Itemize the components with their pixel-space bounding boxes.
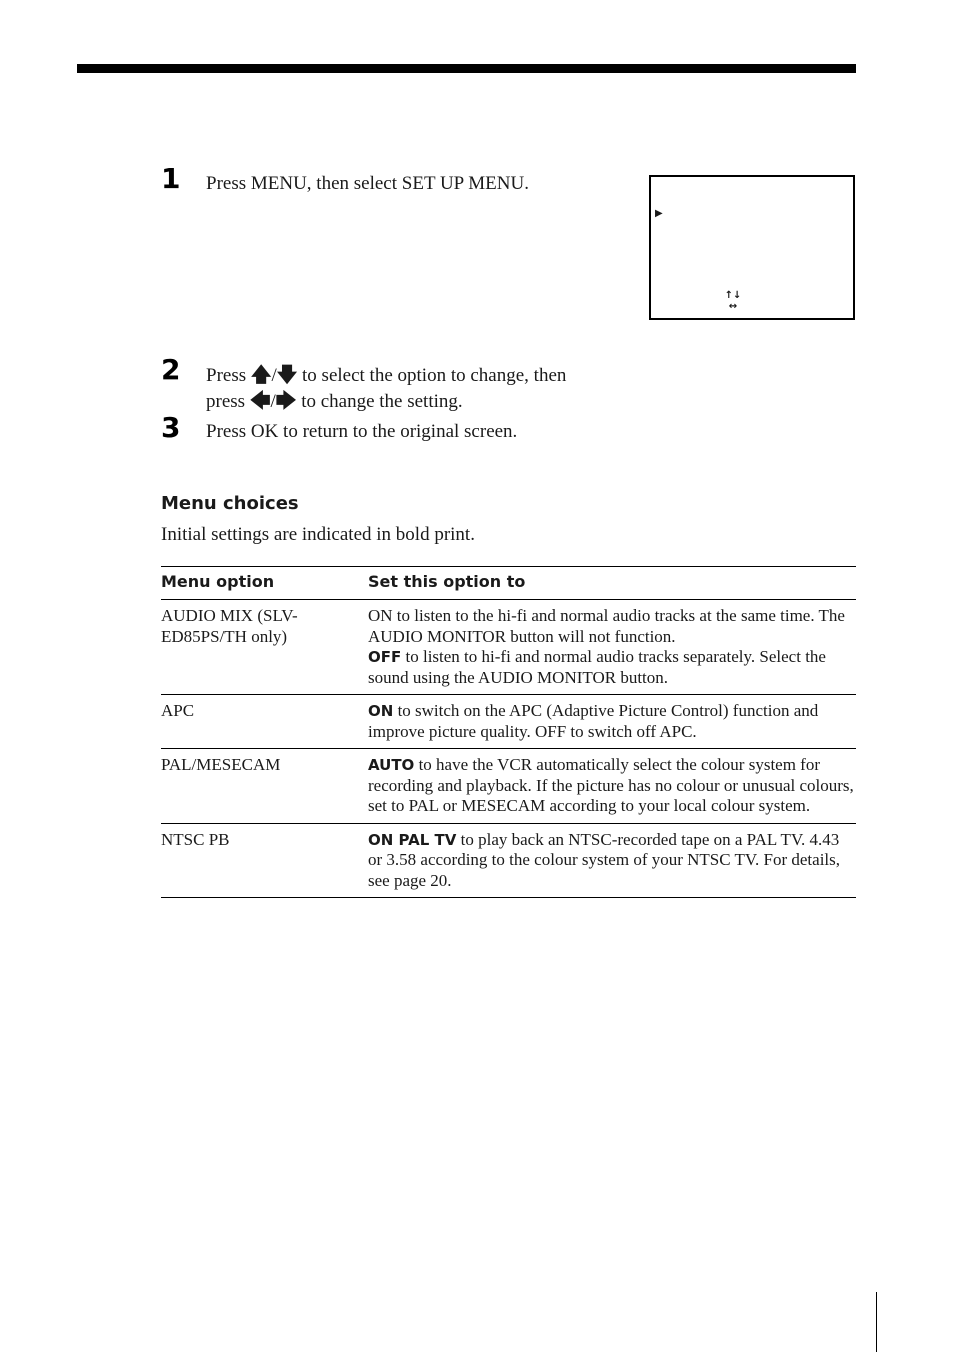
- step-2-text: [206, 362, 566, 414]
- top-rule: [77, 64, 856, 73]
- setting-text: ON to listen to the hi-fi and normal audio tracks at the same time. The AUDIO MONITOR button will not function.: [368, 606, 845, 646]
- table-row: [161, 749, 856, 824]
- arrow-separator: /: [271, 365, 277, 386]
- header-menu-option: Menu option: [161, 567, 368, 600]
- section-intro: Initial settings are indicated in bold print.: [161, 524, 475, 545]
- header-set-option: Set this option to: [368, 567, 856, 600]
- row-option: AUDIO MIX (SLV-ED85PS/TH only): [161, 600, 368, 695]
- navigation-arrows-icon: [721, 290, 745, 312]
- down-arrow-icon: 🡇: [276, 362, 298, 386]
- left-right-arrows-icon: ↔: [728, 301, 738, 312]
- up-arrow-icon: 🡅: [250, 362, 272, 386]
- table-row: [161, 823, 856, 898]
- step-2-mid2: to change the setting.: [301, 391, 463, 412]
- table-row: [161, 695, 856, 749]
- row-description: [368, 600, 856, 695]
- row-option: NTSC PB: [161, 823, 368, 898]
- row-description: [368, 695, 856, 749]
- right-arrow-icon: 🡆: [275, 388, 297, 412]
- step-3-text: Press OK to return to the original screen.: [206, 421, 518, 442]
- step-1-text: Press MENU, then select SET UP MENU.: [206, 173, 529, 194]
- left-arrow-icon: 🡄: [249, 388, 271, 412]
- setting-text: to switch on the APC (Adaptive Picture Control) function and improve picture quality. OFF to switch off APC.: [368, 701, 819, 741]
- setting-text: to play back an NTSC-recorded tape on a PAL TV. 4.43 or 3.58 according to the colour system of your NTSC TV. For details, see page 20.: [368, 829, 841, 890]
- step-3-number: 3: [161, 411, 181, 444]
- bold-setting: OFF: [368, 648, 402, 666]
- step-2-number: 2: [161, 353, 181, 386]
- row-description: [368, 823, 856, 898]
- step-2-mid1: to select the option to change, then: [302, 365, 567, 386]
- table-header-row: [161, 567, 856, 600]
- step-2-press2: press: [206, 391, 246, 412]
- up-down-arrows-icon: ↑↓: [724, 290, 742, 301]
- row-option: PAL/MESECAM: [161, 749, 368, 824]
- bold-setting: ON PAL TV: [368, 830, 457, 849]
- cursor-arrow-icon: ▶: [655, 208, 663, 219]
- setting-text: to listen to hi-fi and normal audio tracks separately. Select the sound using the AUDIO MONITOR button.: [368, 647, 826, 687]
- step-1-number: 1: [161, 162, 181, 195]
- row-description: [368, 749, 856, 824]
- page-edge-rule: [876, 1292, 877, 1352]
- bold-setting: ON: [368, 702, 394, 720]
- table-row: [161, 600, 856, 695]
- row-option: APC: [161, 695, 368, 749]
- bold-setting: AUTO: [368, 756, 415, 774]
- menu-screen-illustration: [649, 175, 855, 320]
- step-2-press: Press: [206, 365, 247, 386]
- setting-text: to have the VCR automatically select the colour system for recording and playback. If the picture has no colour or unusual colours, set to PAL or MESECAM according to your local colour system.: [368, 755, 854, 815]
- menu-choices-table: [161, 566, 856, 898]
- arrow-separator-2: /: [270, 391, 276, 412]
- section-title: Menu choices: [161, 493, 299, 514]
